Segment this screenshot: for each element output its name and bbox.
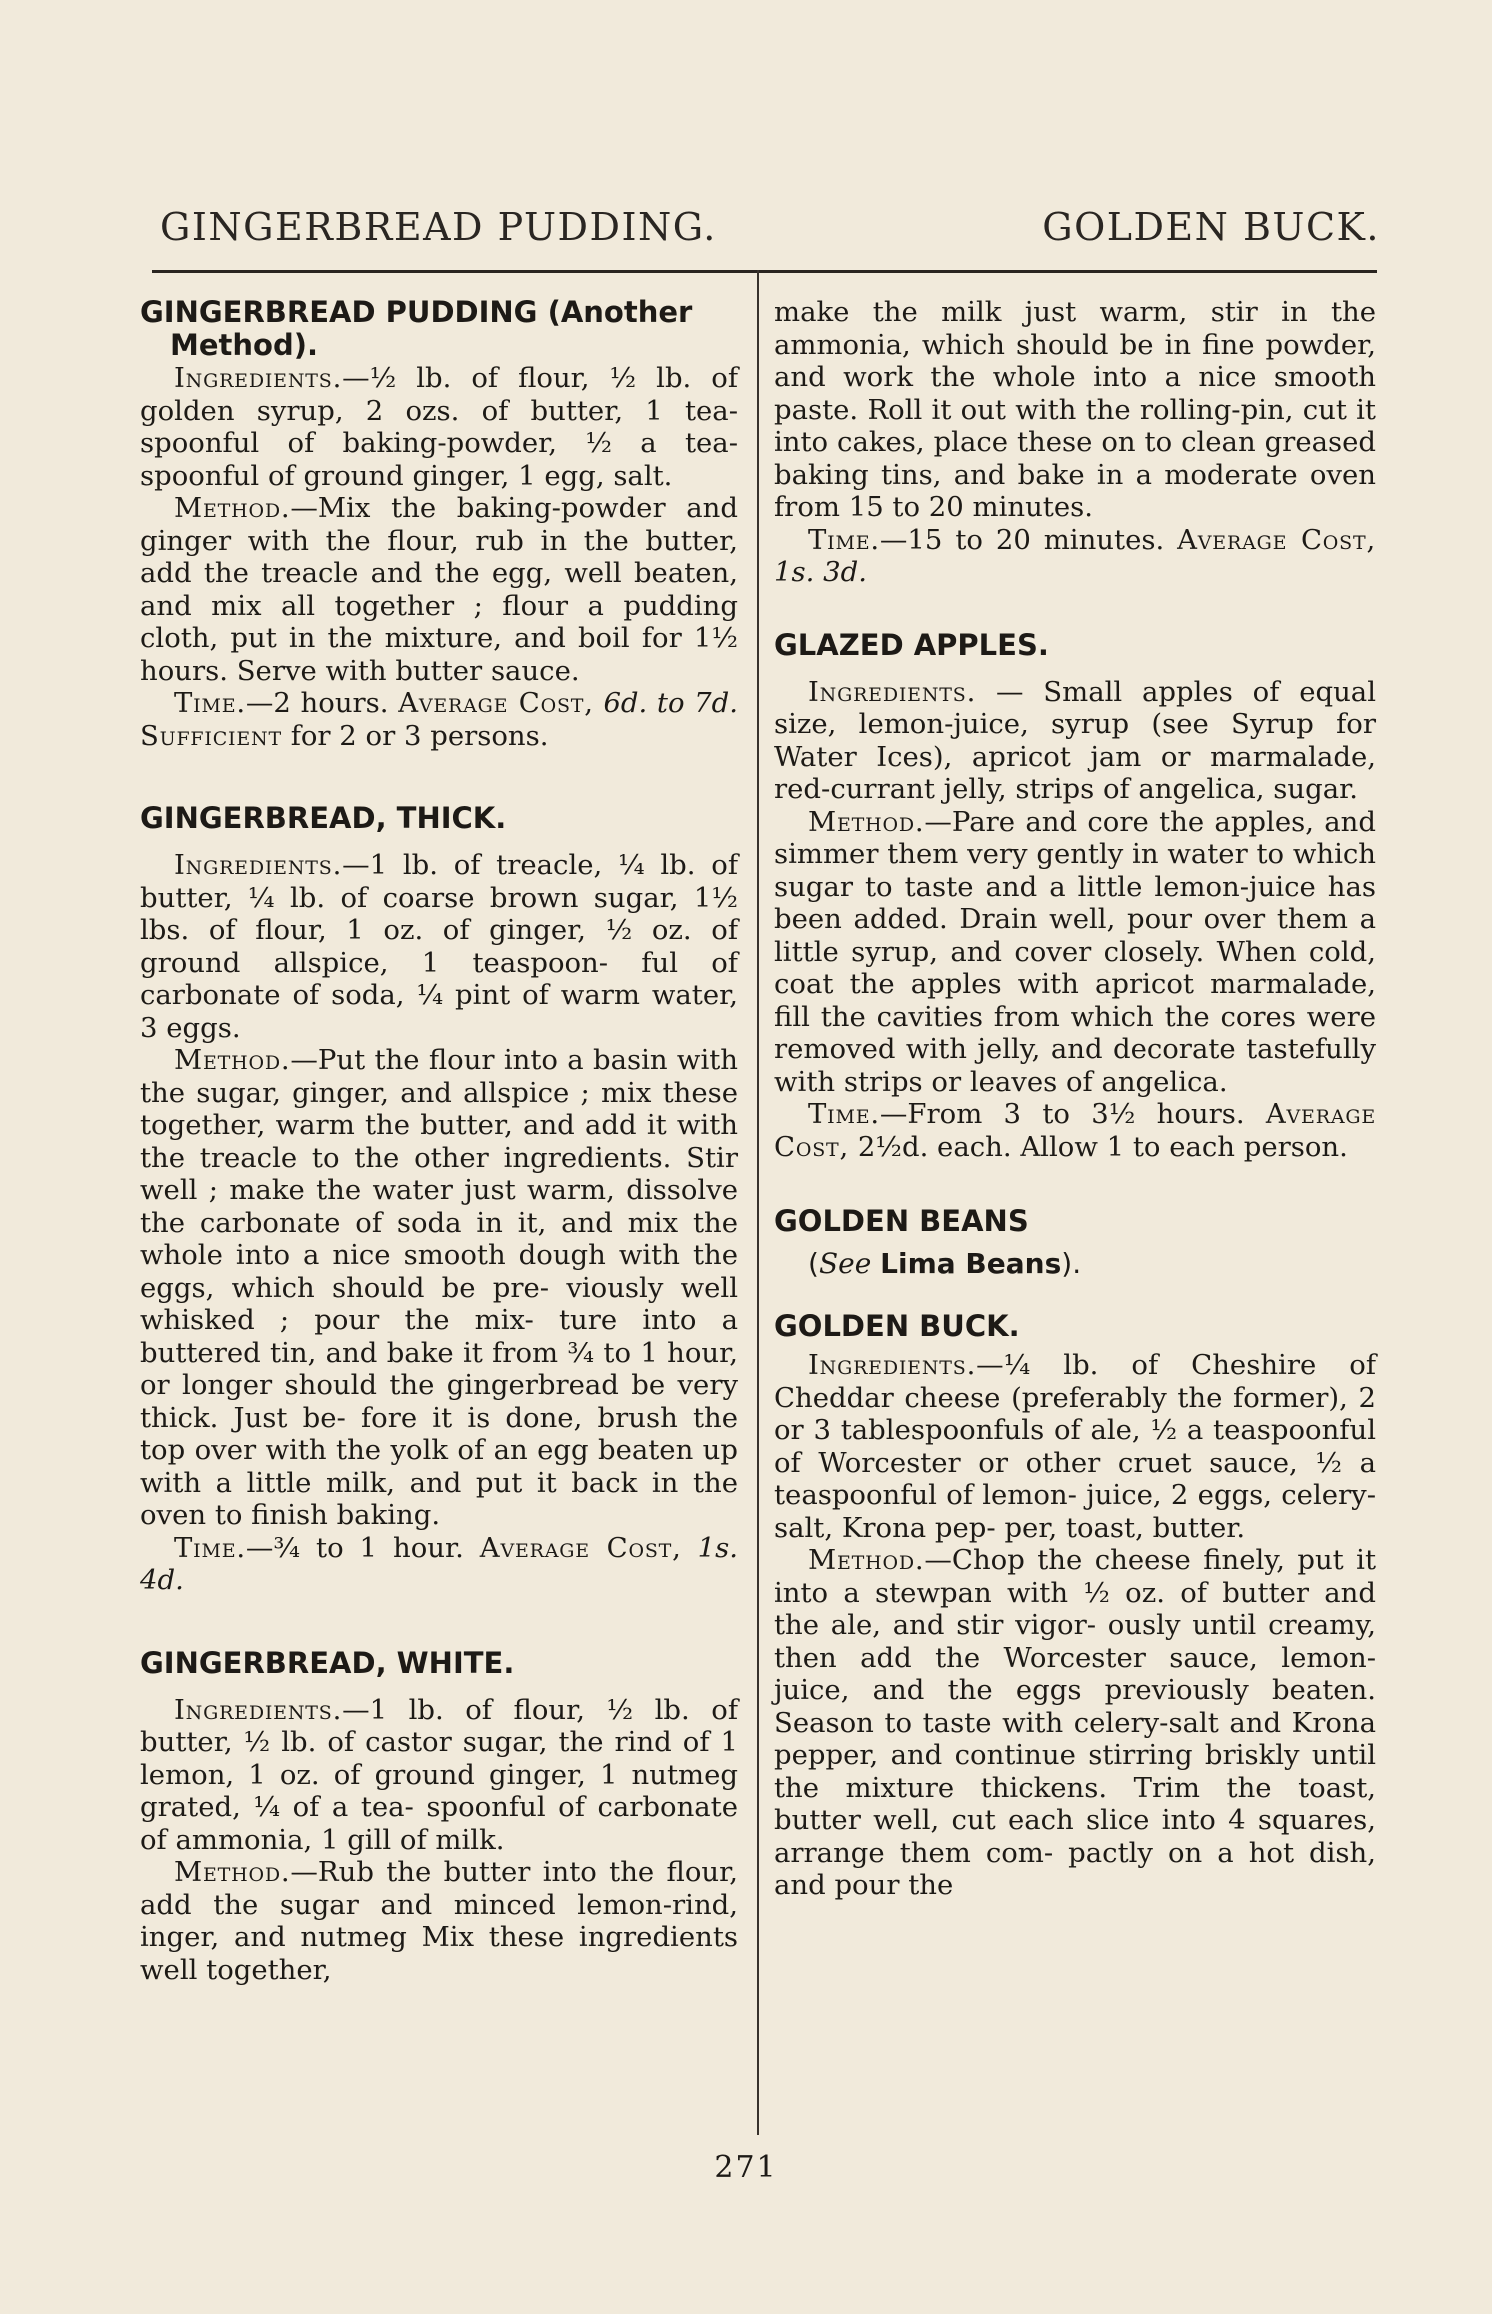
ingredients-label: Ingredients. xyxy=(174,1693,343,1726)
entry-title-gingerbread-pudding: GINGERBREAD PUDDING (Another Method). xyxy=(140,295,693,362)
cost-label: Average Cost, xyxy=(398,687,594,719)
entry-title-glazed-apples: GLAZED APPLES. xyxy=(774,627,1049,662)
time-text: —From 3 to 3½ hours. xyxy=(879,1098,1245,1130)
ingredients-paragraph xyxy=(140,362,738,492)
entry-title-golden-beans: GOLDEN BEANS xyxy=(774,1204,1029,1238)
column-divider xyxy=(757,270,759,2135)
ingredients-text: — Small apples of equal size, lemon-juice, syrup (see Syrup for Water Ices), apricot jam or marmalade, red-currant jelly, strips of angelica, sugar. xyxy=(774,675,1376,805)
ingredients-label: Ingredients. xyxy=(808,675,977,708)
time-text: —¾ to 1 hour. xyxy=(245,1531,464,1564)
ingredients-paragraph xyxy=(774,1349,1376,1544)
time-cost-paragraph xyxy=(774,1098,1376,1163)
ingredients-text: —½ lb. of flour, ½ lb. of golden syrup, 2 ozs. of butter, 1 tea- spoonful of baking-powder, ½ a tea- spoonful of ground ginger, 1 egg, salt. xyxy=(140,362,738,492)
method-paragraph xyxy=(774,1544,1376,1902)
time-cost-paragraph xyxy=(774,524,1376,589)
entry-title-golden-buck: GOLDEN BUCK. xyxy=(774,1309,1020,1343)
method-text: —Put the flour into a basin with the sugar, ginger, and allspice ; mix these together, warm the butter, and add it with the treacle to the other ingredients. Stir well ; make the water just warm, dissolve the carbonate of soda in it, and mix the whole into a nice smooth dough with the eggs, which should be pre- viously well whisked ; pour the mix- ture into a buttered tin, and bake it from ¾ to 1 hour, or longer should the gingerbread be very thick. Just be- fore it is done, brush the top over with the yolk of an egg beaten up with a little milk, and put it back in the oven to finish baking. xyxy=(140,1044,738,1531)
cost-text: 6d. to 7d. xyxy=(603,687,738,719)
right-column xyxy=(774,296,1376,1902)
running-head xyxy=(160,205,1380,265)
method-text: —Mix the baking-powder and ginger with the flour, rub in the butter, add the treacle and the egg, well beaten, and mix all together ; flour a pudding cloth, put in the mixture, and boil for 1½ hours. Serve with butter sauce. xyxy=(140,492,738,687)
method-label: Method. xyxy=(174,1856,291,1888)
ingredients-paragraph xyxy=(774,676,1376,806)
ingredients-paragraph xyxy=(140,1694,738,1857)
entry-title-gingerbread-white: GINGERBREAD, WHITE. xyxy=(140,1645,515,1680)
ingredients-label: Ingredients. xyxy=(174,849,343,881)
ingredients-label: Ingredients. xyxy=(174,362,343,394)
method-text: —Rub the butter into the flour, add the sugar and minced lemon-rind, inger, and nutmeg Mix these ingredients well together, xyxy=(140,1856,738,1986)
sufficient-label: Sufficient xyxy=(140,719,282,752)
continued-paragraph: make the milk just warm, stir in the ammonia, which should be in fine powder, and work the whole into a nice smooth paste. Roll it out with the rolling-pin, cut it into cakes, place these on to clean greased baking tins, and bake in a moderate oven from 15 to 20 minutes. xyxy=(774,296,1376,523)
cost-label: Average Cost, xyxy=(1177,523,1376,556)
method-paragraph xyxy=(774,806,1376,1099)
time-label: Time. xyxy=(174,687,246,719)
method-text: —Pare and core the apples, and simmer them very gently in water to which sugar to taste and a little lemon-juice has been added. Drain well, pour over them a little syrup, and cover closely. When cold, coat the apples with apricot marmalade, fill the cavities from which the cores were removed with jelly, and decorate tastefully with strips or leaves of angelica. xyxy=(774,805,1376,1098)
cost-text: 2½d. each. Allow 1 to each person. xyxy=(857,1130,1348,1163)
see-reference: Lima Beans xyxy=(880,1247,1062,1280)
time-label: Time. xyxy=(808,1098,880,1130)
ingredients-text: —1 lb. of treacle, ¼ lb. of butter, ¼ lb. of coarse brown sugar, 1½ lbs. of flour, 1 oz. of ginger, ½ oz. of ground allspice, 1 teaspoon- ful of carbonate of soda, ¼ pint of warm water, 3 eggs. xyxy=(140,849,738,1044)
running-head-left: GINGERBREAD PUDDING. xyxy=(160,205,717,249)
cost-label: Average Cost, xyxy=(479,1531,682,1564)
time-cost-paragraph xyxy=(140,1532,738,1597)
entry-title-gingerbread-thick: GINGERBREAD, THICK. xyxy=(140,801,507,835)
cross-reference: (See Lima Beans). xyxy=(808,1247,1082,1280)
cost-text: 1s. 4d. xyxy=(140,1531,738,1596)
ingredients-text: —¼ lb. of Cheshire of Cheddar cheese (preferably the former), 2 or 3 tablespoonfuls of ale, ½ a teaspoonful of Worcester or other cruet sauce, ½ a teaspoonful of lemon- juice, 2 eggs, celery-salt, Krona pep- per, toast, butter. xyxy=(774,1349,1376,1544)
cost-text: 1s. 3d. xyxy=(774,556,867,588)
method-paragraph xyxy=(140,1044,738,1532)
running-head-right: GOLDEN BUCK. xyxy=(1042,205,1380,249)
sufficient-text: for 2 or 3 persons. xyxy=(290,719,549,752)
page-number: 271 xyxy=(714,2150,778,2185)
method-label: Method. xyxy=(174,492,291,524)
method-text: —Chop the cheese finely, put it into a stewpan with ½ oz. of butter and the ale, and stir vigor- ously until creamy, then add the Worcester sauce, lemon-juice, and the eggs previously beaten. Season to taste with celery-salt and Krona pepper, and continue stirring briskly until the mixture thickens. Trim the toast, butter well, cut each slice into 4 squares, arrange them com- pactly on a hot dish, and pour the xyxy=(774,1544,1376,1901)
ingredients-paragraph xyxy=(140,849,738,1044)
ingredients-label: Ingredients. xyxy=(808,1349,977,1381)
time-text: —15 to 20 minutes. xyxy=(879,523,1165,556)
method-label: Method. xyxy=(808,1544,925,1576)
time-label: Time. xyxy=(174,1531,246,1564)
time-cost-paragraph xyxy=(140,687,738,752)
see-word: See xyxy=(818,1247,872,1280)
method-paragraph xyxy=(140,1856,738,1986)
method-paragraph xyxy=(140,492,738,687)
ingredients-text: —1 lb. of flour, ½ lb. of butter, ½ lb. of castor sugar, the rind of 1 lemon, 1 oz. of ground ginger, 1 nutmeg grated, ¼ of a tea- spoonful of carbonate of ammonia, 1 gill of milk. xyxy=(140,1693,738,1856)
left-column xyxy=(140,296,738,1986)
header-rule xyxy=(152,270,1377,273)
time-text: —2 hours. xyxy=(245,687,389,719)
cost-label: Average Cost, xyxy=(774,1098,1376,1163)
method-label: Method. xyxy=(808,805,925,838)
time-label: Time. xyxy=(808,523,880,556)
method-label: Method. xyxy=(174,1044,291,1076)
